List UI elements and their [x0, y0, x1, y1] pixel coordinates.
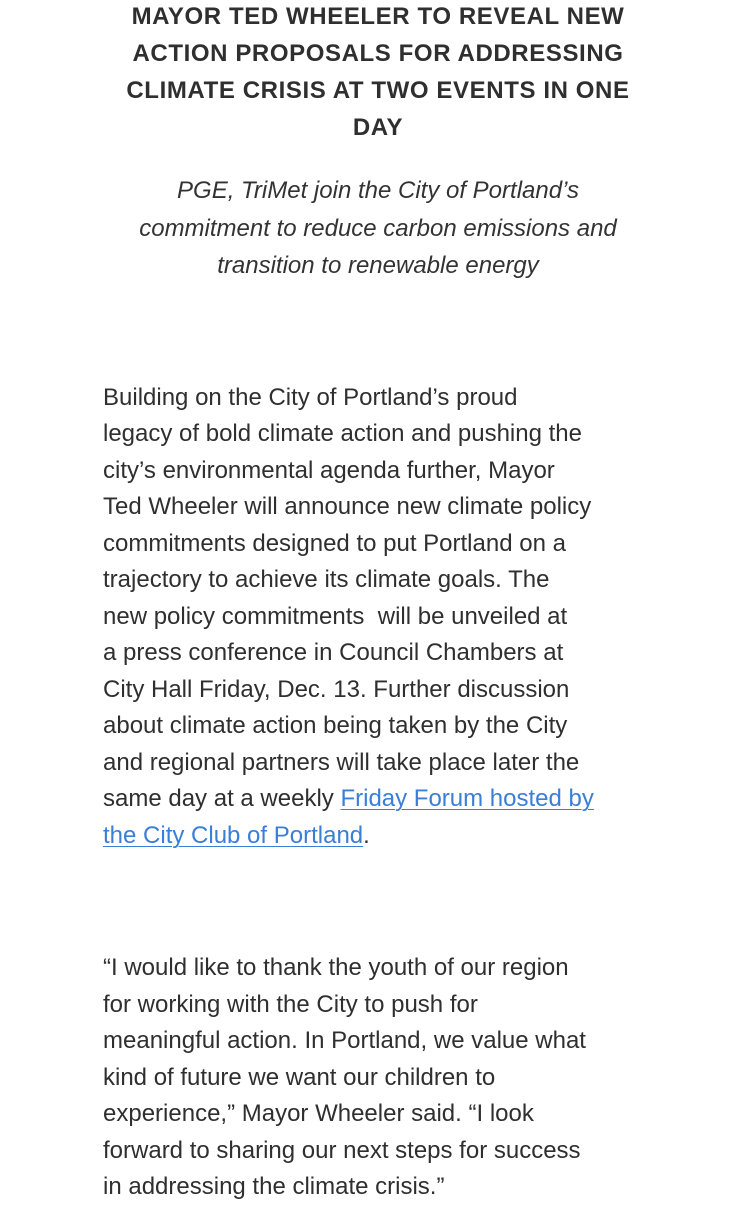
paragraph-line: and regional partners will take place later the — [103, 749, 580, 776]
quote-line: for working with the City to push for — [103, 991, 478, 1018]
paragraph-line: trajectory to achieve its climate goals. The — [103, 566, 550, 593]
subheadline-line: PGE, TriMet join the City of Portland’s — [177, 177, 579, 204]
friday-forum-link[interactable]: Friday Forum hosted by — [340, 785, 594, 812]
quote-line: kind of future we want our children to — [103, 1064, 496, 1091]
paragraph-line: new policy commitments will be unveiled at — [103, 603, 568, 630]
paragraph-line: Building on the City of Portland’s proud — [103, 384, 518, 411]
paragraph-line: about climate action being taken by the City — [103, 712, 568, 739]
quote-line: meaningful action. In Portland, we value what — [103, 1027, 586, 1054]
paragraph-line: legacy of bold climate action and pushing the — [103, 420, 582, 447]
subheadline-line: commitment to reduce carbon emissions and — [139, 215, 617, 242]
friday-forum-link-continued[interactable]: the City Club of Portland — [103, 822, 364, 849]
paragraph-line: city’s environmental agenda further, Mayor — [103, 457, 555, 484]
subheadline-line: transition to renewable energy — [217, 252, 539, 279]
headline-line: CLIMATE CRISIS AT TWO EVENTS IN ONE — [126, 77, 630, 104]
paragraph-line — [103, 780, 594, 817]
headline-line: DAY — [352, 114, 404, 141]
paragraph-text: same day at a weekly — [103, 785, 341, 812]
paragraph-line: a press conference in Council Chambers at — [103, 639, 564, 666]
paragraph-line — [103, 817, 370, 854]
quote-line: experience,” Mayor Wheeler said. “I look — [103, 1100, 534, 1127]
quote-line: forward to sharing our next steps for success — [103, 1137, 581, 1164]
quote-line: in addressing the climate crisis.” — [103, 1173, 445, 1200]
headline-line: MAYOR TED WHEELER TO REVEAL NEW — [131, 3, 625, 30]
paragraph-line: City Hall Friday, Dec. 13. Further discussion — [103, 676, 570, 703]
paragraph-line: commitments designed to put Portland on a — [103, 530, 566, 557]
paragraph-line: Ted Wheeler will announce new climate policy — [103, 493, 592, 520]
quote-line: “I would like to thank the youth of our region — [103, 954, 569, 981]
paragraph-text: . — [363, 822, 370, 849]
headline-line: ACTION PROPOSALS FOR ADDRESSING — [132, 40, 624, 67]
